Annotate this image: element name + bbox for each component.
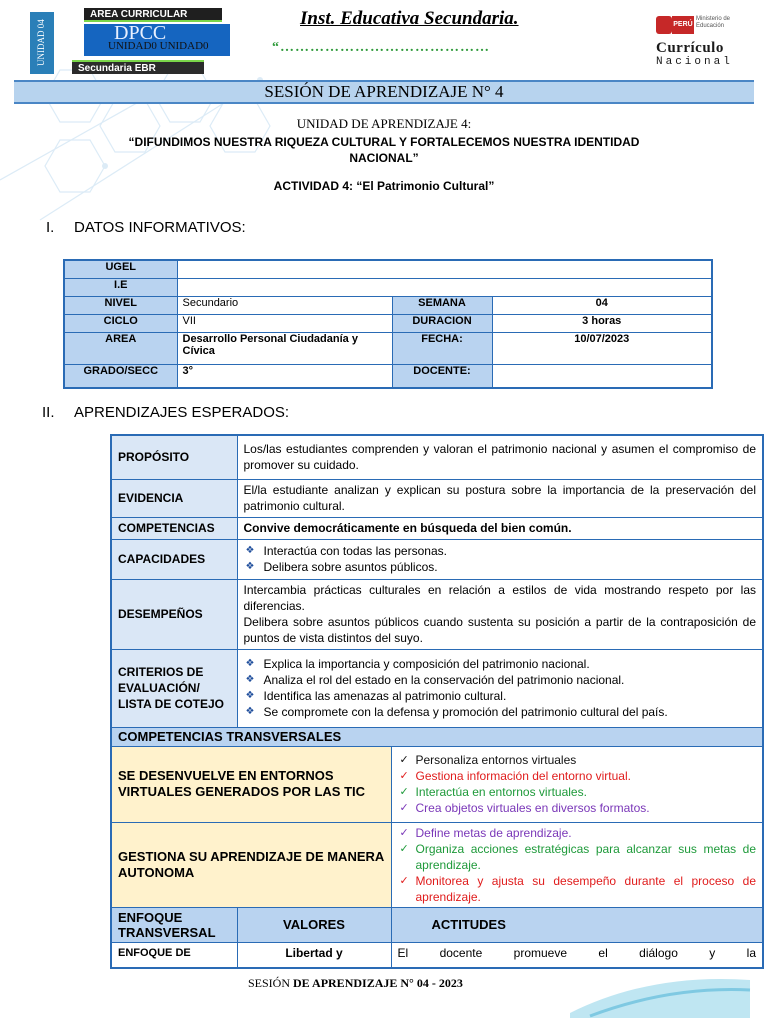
section-heading-aprendizajes [42, 404, 289, 421]
semana-label: SEMANA [392, 296, 492, 314]
docente-promueve-cell: El docente promueve el diálogo y la [391, 942, 763, 968]
fecha-label: FECHA: [392, 332, 492, 364]
dotted-placeholder: “…………………………………… [272, 40, 490, 55]
unidad-line: UNIDAD DE APRENDIZAJE 4: [296, 116, 472, 131]
desempenos-cell [237, 579, 763, 649]
nacional-label: Nacional [656, 56, 733, 68]
table-row [111, 907, 763, 942]
competencias-label: COMPETENCIAS [111, 517, 237, 539]
criterios-label: CRITERIOS DE EVALUACIÓN/ LISTA DE COTEJO [111, 649, 237, 727]
checkmark-icon: ✓ [399, 826, 409, 839]
ciclo-value: VII [177, 314, 392, 332]
semana-value: 04 [492, 296, 712, 314]
gestiona-competencia-label: GESTIONA SU APRENDIZAJE DE MANERA AUTONOMA [111, 822, 391, 907]
capacidades-list [244, 543, 757, 575]
crest-icon [656, 16, 672, 34]
diamond-bullet-icon: ❖ [245, 706, 255, 717]
wave-decoration [560, 968, 760, 1018]
duracion-value: 3 horas [492, 314, 712, 332]
list-item-text: Define metas de aprendizaje. [415, 825, 572, 840]
table-row [64, 364, 712, 388]
ie-value [177, 278, 712, 296]
area-curricular-bar: AREA CURRICULAR [84, 8, 222, 22]
list-item [398, 768, 757, 784]
section-number: I. [46, 219, 55, 236]
section-title: DATOS INFORMATIVOS: [74, 219, 246, 236]
list-item [398, 873, 757, 905]
table-row [111, 942, 763, 968]
list-item: ❖ Delibera sobre asuntos públicos. [245, 560, 438, 574]
checkmark-icon: ✓ [399, 770, 409, 782]
session-title: SESIÓN DE APRENDIZAJE N° 4 [14, 80, 754, 104]
ugel-value [177, 260, 712, 278]
section-heading-datos [46, 219, 246, 236]
list-item-text: Personaliza entornos virtuales [415, 753, 577, 767]
list-item-text: Interactúa en entornos virtuales. [415, 785, 587, 799]
list-item-text: Monitorea y ajusta su desempeño durante el proceso de aprendizaje. [415, 873, 756, 904]
table-row [111, 649, 763, 727]
area-label: AREA [64, 332, 177, 364]
list-item [398, 841, 757, 873]
list-item [398, 800, 757, 816]
proposito-text: Los/las estudiantes comprenden y valoran el patrimonio nacional y asumen el compromiso de promover su cuidado. [237, 435, 763, 479]
tic-competencia-label: SE DESENVUELVE EN ENTORNOS VIRTUALES GENERADOS POR LAS TIC [111, 746, 391, 822]
list-item [398, 825, 757, 841]
table-row [111, 539, 763, 579]
gestiona-list [398, 825, 757, 905]
list-item: ❖ Interactúa con todas las personas. [245, 544, 447, 558]
table-row [111, 579, 763, 649]
dpcc-box [84, 24, 230, 56]
table-row [111, 822, 763, 907]
checkmark-icon: ✓ [399, 786, 409, 798]
curriculo-label: Currículo [656, 40, 724, 56]
list-item [398, 784, 757, 800]
grado-label: GRADO/SECC [64, 364, 177, 388]
gestiona-list-cell [391, 822, 763, 907]
checkmark-icon: ✓ [399, 874, 409, 887]
libertad-cell: Libertad y [237, 942, 391, 968]
criterios-list [244, 656, 757, 720]
diamond-bullet-icon: ❖ [245, 561, 255, 572]
proposito-label: PROPÓSITO [111, 435, 237, 479]
table-row [64, 296, 712, 314]
table-row [111, 517, 763, 539]
dpcc-sub-label: UNIDAD0 UNIDAD0 [108, 40, 209, 52]
nivel-value: Secundario [177, 296, 392, 314]
desempenos-label: DESEMPEÑOS [111, 579, 237, 649]
ie-label: I.E [64, 278, 177, 296]
capacidades-label: CAPACIDADES [111, 539, 237, 579]
diamond-bullet-icon: ❖ [245, 674, 255, 685]
valores-label: VALORES [237, 907, 391, 942]
aprendizajes-table [110, 434, 764, 969]
table-row [64, 260, 712, 278]
table-row [64, 278, 712, 296]
datos-informativos-table [63, 259, 713, 389]
diamond-bullet-icon: ❖ [245, 658, 255, 669]
list-item: ❖ Se compromete con la defensa y promoción del patrimonio cultural del país. [245, 705, 668, 719]
tic-list [398, 752, 757, 816]
desempeno-1: Intercambia prácticas culturales en relación a estilos de vida mostrando respeto por las diferencias. [243, 583, 756, 613]
capacidades-list-cell [237, 539, 763, 579]
ugel-label: UGEL [64, 260, 177, 278]
criterios-cell [237, 649, 763, 727]
desempeno-2: Delibera sobre asuntos públicos cuando sustenta su posición a partir de la contraposición de puntos de vista distintos del suyo. [243, 615, 756, 645]
checkmark-icon: ✓ [399, 802, 409, 814]
table-row [111, 479, 763, 517]
list-item: ❖ Explica la importancia y composición del patrimonio nacional. [245, 657, 590, 671]
footer-session-label: SESIÓN DE APRENDIZAJE N° 04 - 2023 [248, 976, 463, 990]
table-row [111, 746, 763, 822]
area-value: Desarrollo Personal Ciudadanía y Cívica [177, 332, 392, 364]
peru-label: PERÚ [672, 16, 694, 34]
diamond-bullet-icon: ❖ [245, 690, 255, 701]
area-header-badge [30, 8, 230, 74]
enfoque-de-cell: ENFOQUE DE [111, 942, 237, 968]
list-item-text: Gestiona información del entorno virtual. [415, 769, 631, 783]
grado-value: 3° [177, 364, 392, 388]
nivel-label: NIVEL [64, 296, 177, 314]
list-item-text: Organiza acciones estratégicas para alcanzar sus metas de aprendizaje. [415, 841, 756, 872]
enfoque-transversal-label: ENFOQUE TRANSVERSAL [111, 907, 237, 942]
competencias-text: Convive democráticamente en búsqueda del bien común. [237, 517, 763, 539]
tic-list-cell [391, 746, 763, 822]
curriculo-nacional-logo [652, 12, 756, 68]
list-item: ❖ Analiza el rol del estado en la conservación del patrimonio nacional. [245, 673, 625, 687]
table-row [111, 435, 763, 479]
institution-title: Inst. Educativa Secundaria. [300, 8, 519, 29]
section-title: APRENDIZAJES ESPERADOS: [74, 404, 290, 421]
list-item: ❖ Identifica las amenazas al patrimonio cultural. [245, 689, 507, 703]
ministerio-label: Ministerio de Educación [696, 16, 731, 29]
unidad-tab: UNIDAD 04 [30, 12, 54, 74]
actitudes-label: ACTITUDES [391, 907, 763, 942]
checkmark-icon: ✓ [399, 754, 409, 766]
table-row [64, 332, 712, 364]
ciclo-label: CICLO [64, 314, 177, 332]
unidad-title: “DIFUNDIMOS NUESTRA RIQUEZA CULTURAL Y FORTALECEMOS NUESTRA IDENTIDAD NACIONAL” [128, 135, 640, 165]
diamond-bullet-icon: ❖ [245, 545, 255, 556]
actividad-title: ACTIVIDAD 4: “El Patrimonio Cultural” [273, 179, 495, 193]
table-row [64, 314, 712, 332]
transversales-header: COMPETENCIAS TRANSVERSALES [111, 727, 763, 746]
fecha-value: 10/07/2023 [492, 332, 712, 364]
list-item [398, 752, 757, 768]
checkmark-icon: ✓ [399, 842, 409, 855]
table-row [111, 727, 763, 746]
evidencia-label: EVIDENCIA [111, 479, 237, 517]
docente-label: DOCENTE: [392, 364, 492, 388]
evidencia-text: El/la estudiante analizan y explican su postura sobre la importancia de la preservación del patrimonio cultural. [237, 479, 763, 517]
dpcc-label: DPCC [114, 24, 167, 44]
section-number: II. [42, 404, 55, 421]
secundaria-bar: Secundaria EBR [72, 60, 204, 74]
list-item-text: Crea objetos virtuales en diversos formatos. [415, 801, 650, 815]
duracion-label: DURACION [392, 314, 492, 332]
docente-value [492, 364, 712, 388]
